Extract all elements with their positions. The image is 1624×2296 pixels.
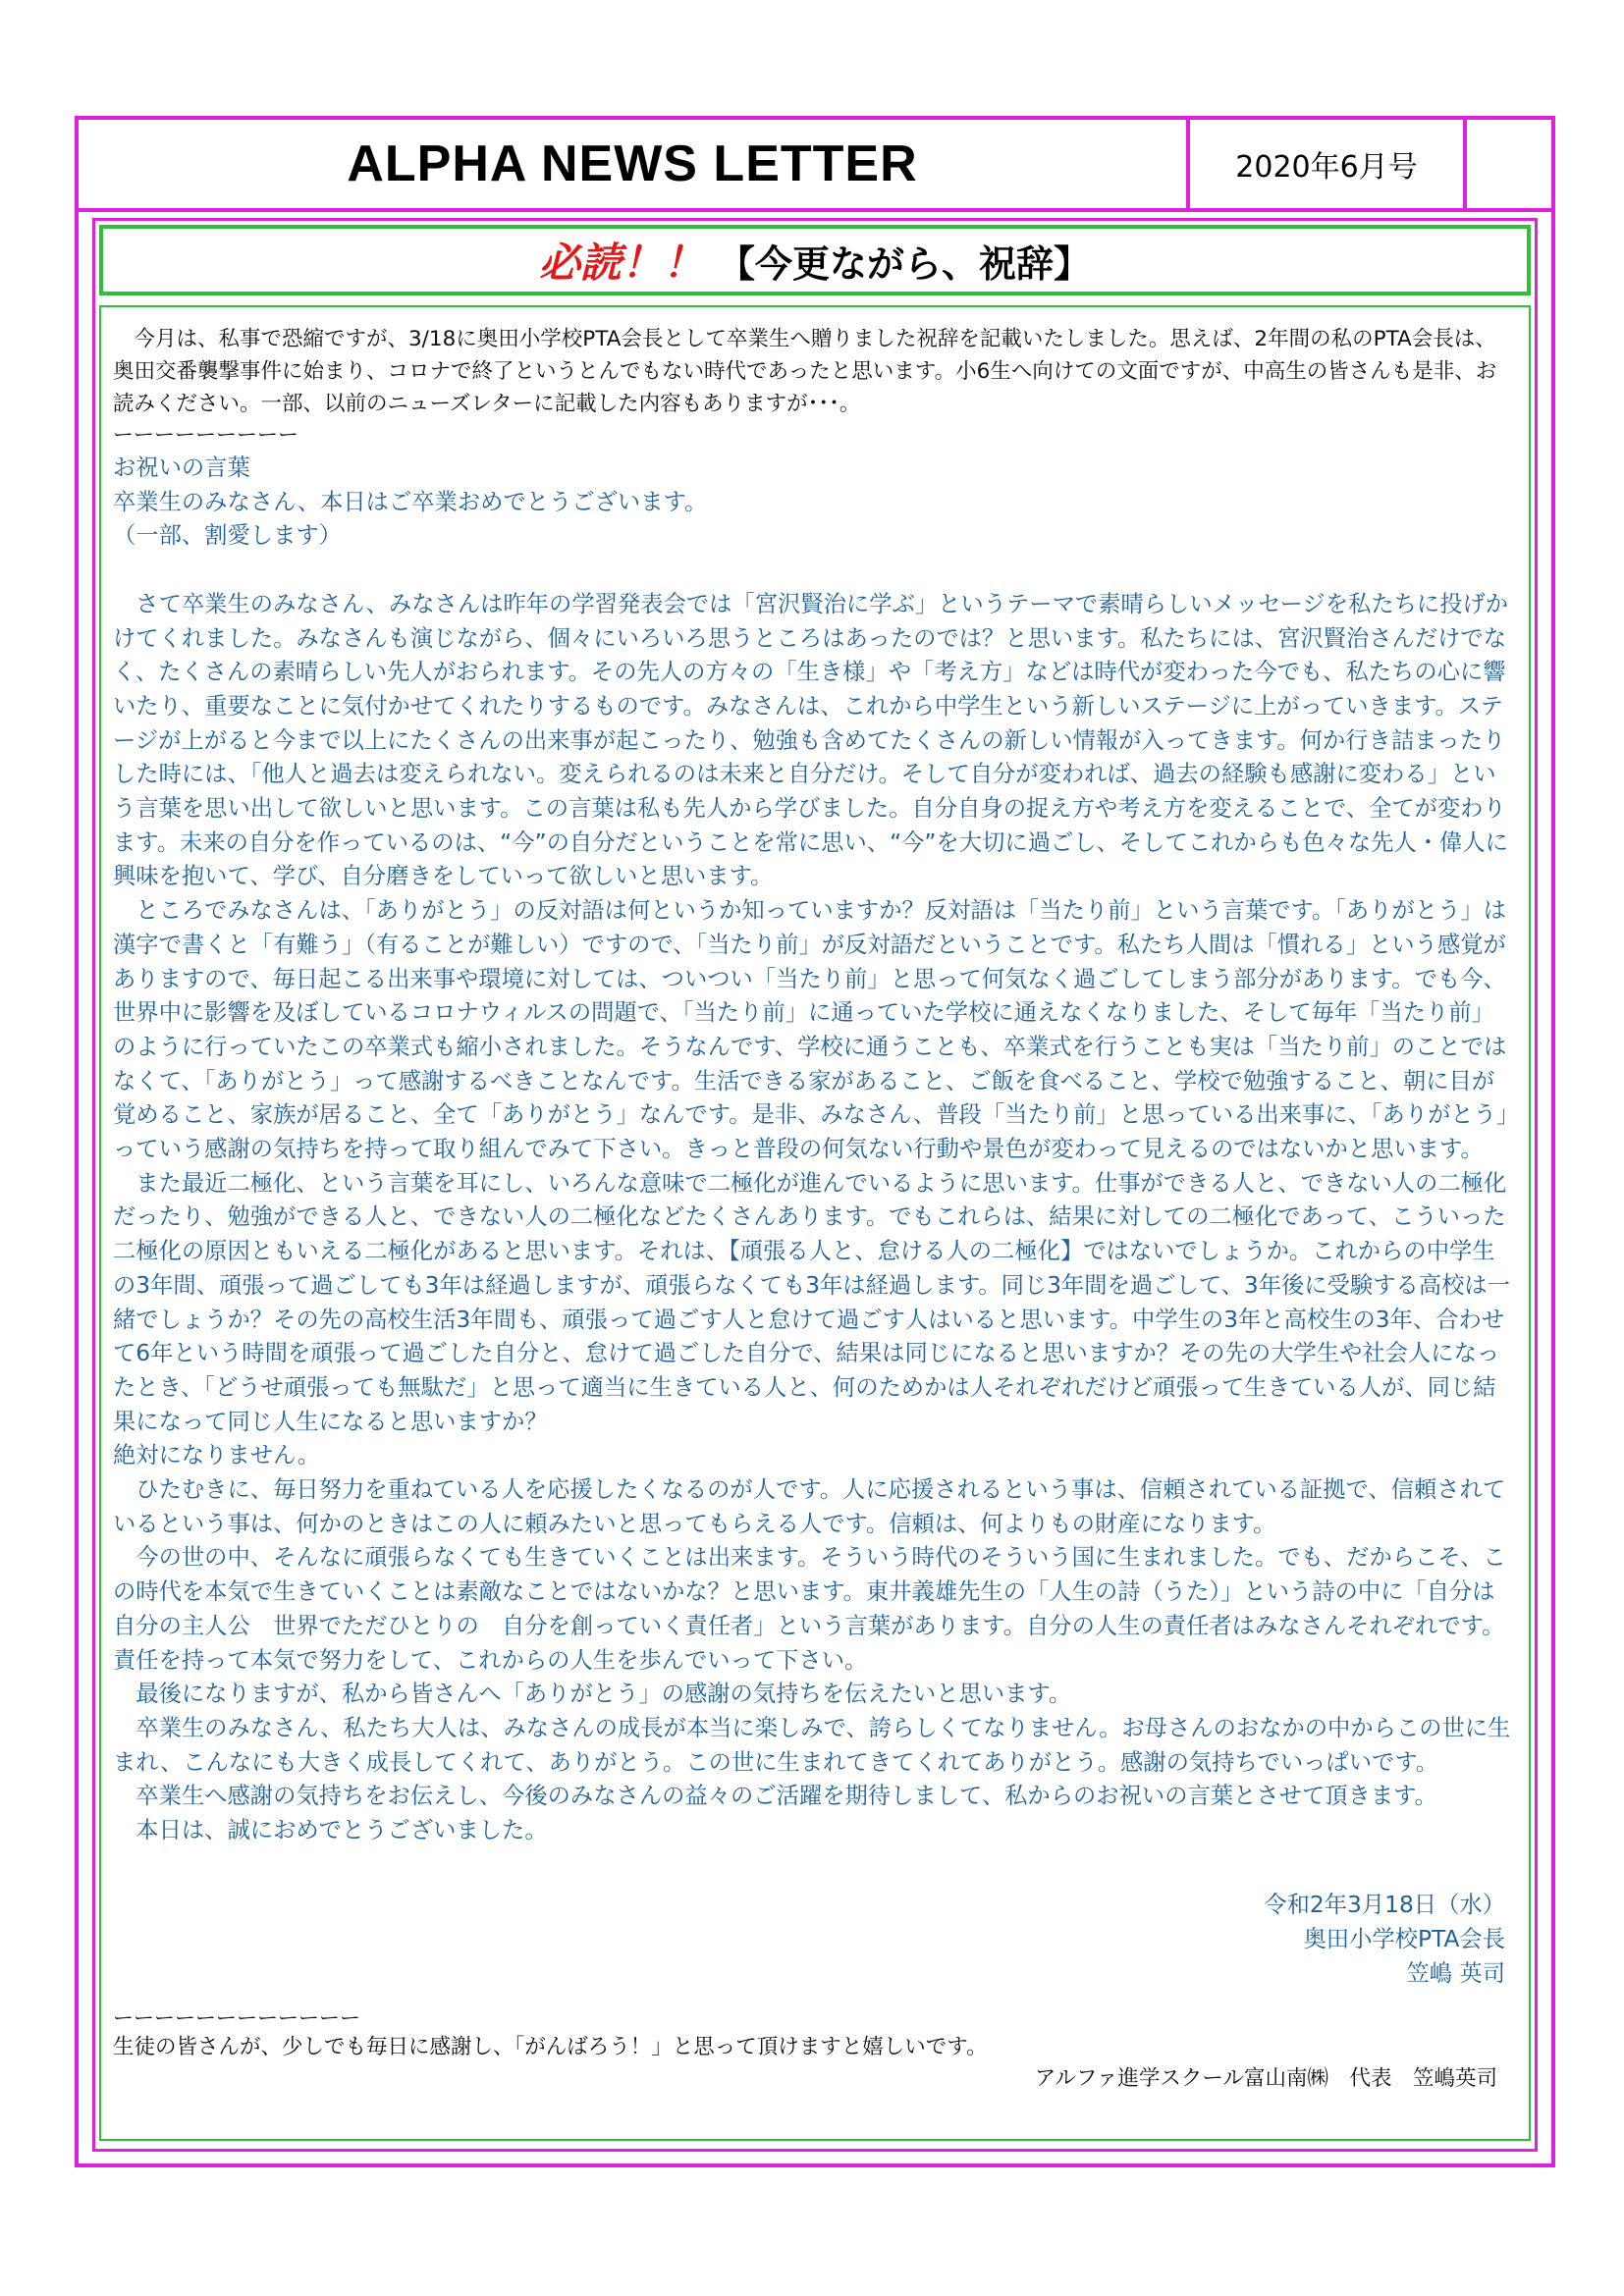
speech-heading: お祝いの言葉 [113,454,250,481]
headline-title: 【今更ながら、祝辞】 [718,240,1092,286]
headline-box [99,225,1531,295]
speech-paragraph: 本日は、誠におめでとうございました。 [135,1817,548,1844]
speech-paragraph: さて卒業生のみなさん、みなさんは昨年の学習発表会では「宮沢賢治に学ぶ」というテーマで素晴らしいメッセージを私たちに投げかけてくれました。みなさんも演じながら、個々にいろいろ思うところはあったのでは？と思います。私たちには、宮沢賢治さんだけでなく、たくさんの素晴らしい先人がおられます。その先人の方々の「生き様」や「考え方」などは時代が変わった今でも、私たちの心に響いたり、重要なことに気付かせてくれたりするものです。みなさんは、これから中学生という新しいステージに上がっていきます。ステージが上がると今まで以上にたくさんの出来事が起こったり、勉強も含めてたくさんの新しい情報が入ってきます。何か行き詰まったりした時には、「他人と過去は変えられない。変えられるのは未来と自分だけ。そして自分が変われば、過去の経験も感謝に変わる」という言葉を思い出して欲しいと思います。この言葉は私も先人から学びました。自分自身の捉え方や考え方を変えることで、全てが変わります。未来の自分を作っているのは、“今”の自分だということを常に思い、“今”を大切に過ごし、そしてこれからも色々な先人・偉人に興味を抱いて、学び、自分磨きをしていって欲しいと思います。 [113,590,1509,890]
newsletter-frame [75,116,1555,2167]
footer-signature: アルファ進学スクール富山南㈱ 代表 笠嶋英司 [1034,2065,1497,2091]
speech-paragraph: 最後になりますが、私から皆さんへ「ありがとう」の感謝の気持ちを伝えたいと思います。 [135,1681,1072,1708]
speech-section [113,452,1517,1848]
header-row [79,120,1551,212]
intro-section [113,323,1517,420]
footer-message: 生徒の皆さんが、少しでも毎日に感謝し、「がんばろう！」と思って頂けますと嬉しいです。 [113,2034,988,2059]
issue-date: 2020年6月号 [1190,120,1467,208]
signature-name: 笠嶋 英司 [1406,1959,1505,1987]
signature-role: 奥田小学校PTA会長 [1303,1925,1505,1952]
speech-paragraph: ところでみなさんは、「ありがとう」の反対語は何というか知っていますか？反対語は「当たり前」という言葉です。「ありがとう」は漢字で書くと「有難う」（有ることが難しい）ですので、「当たり前」が反対語だということです。私たち人間は「慣れる」という感覚がありますので、毎日起こる出来事や環境に対しては、ついつい「当たり前」と思って何気なく過ごしてしまう部分があります。でも今、世界中に影響を及ぼしているコロナウィルスの問題で、「当たり前」に通っていた学校に通えなくなりました、そして毎年「当たり前」のように行っていたこの卒業式も縮小されました。そうなんです、学校に通うことも、卒業式を行うことも実は「当たり前」のことではなくて、「ありがとう」って感謝するべきことなんです。生活できる家があること、ご飯を食べること、学校で勉強すること、朝に目が覚めること、家族が居ること、全て「ありがとう」なんです。是非、みなさん、普段「当たり前」と思っている出来事に、「ありがとう」っていう感謝の気持ちを持って取り組んでみて下さい。きっと普段の何気ない行動や景色が変わって見えるのではないかと思います。 [113,897,1508,1163]
divider-bottom: ーーーーーーーーーーーー [113,2005,360,2030]
headline-emphasis: 必読！！ [538,239,704,287]
newsletter-title: ALPHA NEWS LETTER [79,120,1190,208]
signature-date: 令和2年3月18日（水） [1264,1891,1505,1918]
spacer [113,554,1517,588]
content-area [92,218,1538,2152]
speech-paragraph: 今の世の中、そんなに頑張らなくても生きていくことは出来ます。そういう時代のそういう国に生まれました。でも、だからこそ、この時代を本気で生きていくことは素敵なことではないかな？と思います。東井義雄先生の「人生の詩（うた）」という詩の中に「自分は 自分の主人公 世界でただひとりの 自分を創っていく責任者」という言葉があります。自分の人生の責任者はみなさんそれぞれです。責任を持って本気で努力をして、これからの人生を歩んでいって下さい。 [113,1544,1506,1674]
article-body [99,305,1531,2141]
speech-paragraph: 絶対になりません。 [113,1442,321,1469]
speech-greeting: 卒業生のみなさん、本日はご卒業おめでとうございます。 [113,488,708,515]
speech-signature [113,1888,1517,1991]
speech-paragraph: 卒業生へ感謝の気持ちをお伝えし、今後のみなさんの益々のご活躍を期待しまして、私からのお祝いの言葉とさせて頂きます。 [135,1783,1437,1810]
speech-paragraph: また最近二極化、という言葉を耳にし、いろんな意味で二極化が進んでいるように思います。仕事ができる人と、できない人の二極化だったり、勉強ができる人と、できない人の二極化などたくさんあります。でもこれらは、結果に対しての二極化であって、こういった二極化の原因ともいえる二極化があると思います。それは、【頑張る人と、怠ける人の二極化】ではないでしょうか。これからの中学生の3年間、頑張って過ごしても3年は経過しますが、頑張らなくても3年は経過します。同じ3年間を過ごして、3年後に受験する高校は一緒でしょうか？その先の高校生活3年間も、頑張って過ごす人と怠けて過ごす人はいると思います。中学生の3年と高校生の3年、合わせて6年という時間を頑張って過ごした自分と、怠けて過ごした自分で、結果は同じになると思いますか？その先の大学生や社会人になったとき、「どうせ頑張っても無駄だ」と思って適当に生きている人と、何のためかは人それぞれだけど頑張って生きている人が、同じ結果になって同じ人生になると思いますか？ [113,1169,1510,1435]
speech-paragraph: ひたむきに、毎日努力を重ねている人を応援したくなるのが人です。人に応援されるという事は、信頼されている証拠で、信頼されているという事は、何かのときはこの人に頼みたいと思ってもらえる人です。信頼は、何よりもの財産になります。 [113,1476,1506,1537]
speech-note: （一部、割愛します） [113,522,342,550]
intro-text: 今月は、私事で恐縮ですが、3/18に奥田小学校PTA会長として卒業生へ贈りました祝辞を記載いたしました。思えば、2年間の私のPTA会長は、奥田交番襲撃事件に始まり、コロナで終了というとんでもない時代であったと思います。小6生へ向けての文面ですが、中高生の皆さんも是非、お読みください。一部、以前のニューズレターに記載した内容もありますが･･･。 [113,327,1497,416]
speech-paragraph: 卒業生のみなさん、私たち大人は、みなさんの成長が本当に楽しみで、誇らしくてなりません。お母さんのおなかの中からこの世に生まれ、こんなにも大きく成長してくれて、ありがとう。この世に生まれてきてくれてありがとう。感謝の気持ちでいっぱいです。 [113,1715,1511,1776]
divider-top: ーーーーーーーーー [113,423,298,447]
